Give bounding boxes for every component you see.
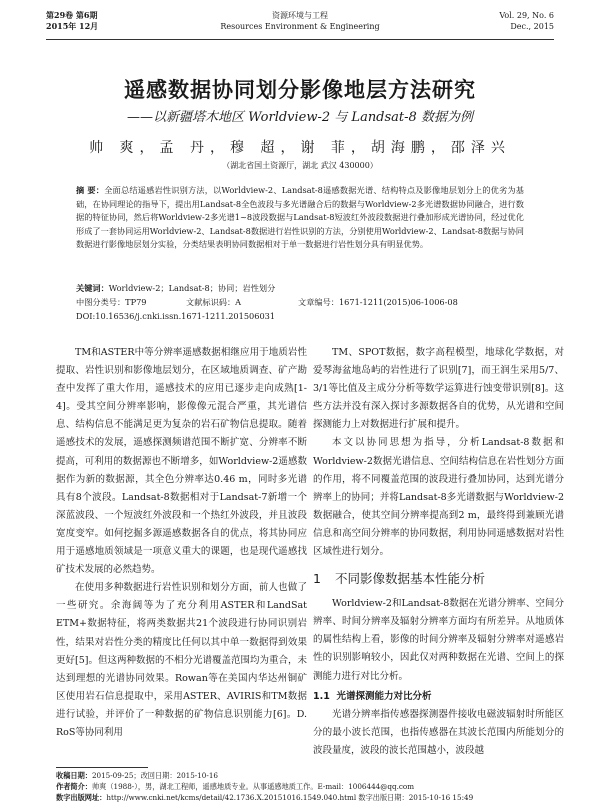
doi[interactable]: DOI:10.16536/j.cnki.issn.1671-1211.201506031 (76, 311, 276, 321)
header-issue-info: 第29卷 第6期 2015年 12月 (46, 10, 99, 31)
classification-row (76, 297, 524, 309)
body-paragraph: TM、SPOT数据，数字高程模型，地球化学数据，对爱琴海盆地岛屿的岩性进行了识别[7]，而王润生采用5/7、3/1等比值及主成分分析等数学运算进行蚀变带识别[8]。这些方法并没有深入探讨多源数据各自的优势，从光谱和空间探测能力上对数据进行扩展和提升。 (313, 347, 564, 431)
keywords (76, 283, 524, 294)
footnote-citation: 数字出版网址：http://www.cnki.net/kcms/detail/42.1736.X.20151016.1549.040.html 数字出版日期：2015-10-16 15:49 (56, 793, 474, 802)
footnote-received: 收稿日期：2015-09-25；改回日期：2015-10-16 (56, 771, 218, 780)
abstract-text: 全面总结遥感岩性识别方法，以Worldview-2、Landsat-8遥感数据光谱、结构特点及影像地层划分上的优劣为基础，在协同理论的指导下，提出用Landsat-8全色波段与多光谱融合后的数据与Worldview-2多光谱数据协同融合，进行数据的特征协同，然后将Worldview-2多光谱1~8波段数据与Landsat-8短波红外波段数据进行叠加形成光谱协同，经过优化形成了一套协同运用Worldview-2、Landsat-8数据进行岩性识别的方法，分别使用Worldview-2、Landsat-8数据与协同数据进行影像地层划分实验，分类结果表明协同数据相对于单一数据进行岩性划分具有明显优势。 (76, 185, 524, 250)
header-volume-info: Vol. 29, No. 6 Dec., 2015 (499, 11, 554, 31)
footnote-rule (56, 767, 148, 768)
subsection-heading (313, 688, 564, 706)
body-paragraph: 在使用多种数据进行岩性识别和划分方面，前人也做了一些研究。余海阔等为了充分利用ASTER和LandSat ETM+数据特征，将两类数据共21个波段进行协同识别岩性，结果对岩性分类的精度比任何以其中单一数据得到效果更好[5]。但这两种数据的不相分光谱覆盖范围均为重合，未达到理想的光谱协同效果。Rowan等在美国内华达州铜矿区使用岩石信息提取中，采用ASTER、AVIRIS和TM数据进行试验，并评价了一种数据的矿物信息识别能力[6]。D. RoS等协同利用 (56, 582, 307, 738)
abstract (76, 184, 524, 252)
keywords-label: 关键词： (76, 283, 109, 293)
header-journal-name: 资源环境与工程 Resources Environment & Engineering (220, 11, 380, 31)
article-number: 文章编号：1671-1211(2015)06-1006-08 (298, 297, 458, 307)
section-heading (313, 570, 564, 588)
article-authors: 帅 爽，孟 丹，穆 超，谢 菲，胡海鹏，邵泽兴 (89, 140, 511, 156)
article-title: 遥感数据协同划分影像地层方法研究 (124, 78, 476, 102)
running-header (46, 6, 554, 46)
body-column-right (313, 344, 564, 760)
subsection-title: 光谱探测能力对比分析 (336, 690, 432, 702)
clc-number: 中图分类号：TP79 (76, 297, 147, 307)
body-paragraph: Worldview-2和Landsat-8数据在光谱分辨率、空间分辨率、时间分辨率及辐射分辨率方面均有所差异。从地质体的属性结构上看，影像的时间分辨率及辐射分辨率对遥感岩性的识别影响较小，因此仅对两种数据在光谱、空间上的探测能力进行对比分析。 (313, 598, 564, 682)
document-code: 文献标识码：A (186, 297, 242, 307)
body-column-left (56, 344, 307, 742)
footnote-author: 作者简介：帅爽（1988-），男，湖北工程师，遥感地质专业。从事遥感地质工作。E-mail：1006444@qq.com (56, 782, 415, 791)
body-paragraph: 本文以协同思想为指导，分析Landsat-8数据和Worldview-2数据光谱信息、空间结构信息在岩性划分方面的作用，将不同覆盖范围的波段进行叠加协同，达到光谱分辨率上的协同；并将Landsat-8多光谱数据与Worldview-2数据融合，使其空间分辨率提高到2 m，最终得到兼顾光谱信息和高空间分辨率的协同数据，利用协同遥感数据对岩性区域性进行划分。 (313, 437, 564, 558)
header-rule (46, 39, 554, 40)
subsection-number: 1.1 (313, 690, 330, 702)
body-paragraph: TM和ASTER中等分辨率遥感数据相继应用于地质岩性提取、岩性识别和影像地层划分，在区域地质调查、矿产勘查中发挥了重大作用，遥感技术的应用已逐步走向成熟[1-4]。受其空间分辨率影响，影像像元混合严重，其光谱信息、结构信息不能满足更为复杂的岩石矿物信息提取。随着遥感技术的发展，遥感探测频谱范围不断扩宽、分辨率不断提高，可利用的数据源也不断增多，如Worldview-2遥感数据作为新的数据源，其全色分辨率达0.46 m，同时多光谱具有8个波段。Landsat-8数据相对于Landsat-7新增一个深蓝波段、一个短波红外波段和一个热红外波段，并且波段宽度变窄。如何挖掘多源遥感数据各自的优点，将其协同应用于遥感地质领域是一项意义重大的课题，也是现代遥感找矿技术发展的必然趋势。 (56, 347, 307, 576)
section-title: 不同影像数据基本性能分析 (335, 571, 486, 587)
article-affiliation: （湖北省国土资源厅，湖北 武汉 430000） (222, 161, 378, 170)
article-subtitle: ——以新疆塔木地区 Worldview-2 与 Landsat-8 数据为例 (127, 110, 473, 125)
abstract-label: 摘 要： (76, 185, 105, 195)
body-paragraph: 光谱分辨率指传感器探测器件接收电磁波辐射时所能区分的最小波长范围，也指传感器在其波长范围内所能划分的波段量度，波段的波长范围越小，波段越 (313, 708, 564, 756)
section-number: 1 (313, 571, 321, 587)
keywords-text: Worldview-2；Landsat-8；协同；岩性划分 (108, 283, 276, 293)
